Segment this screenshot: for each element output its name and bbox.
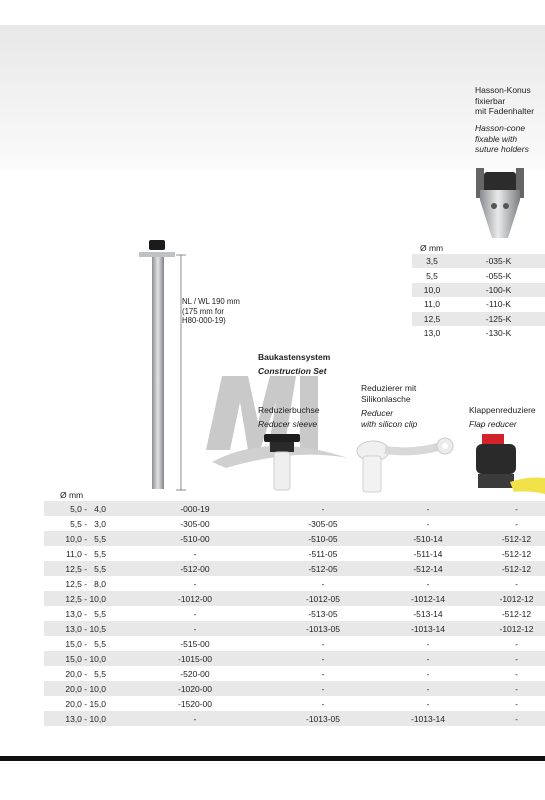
reducer-clip-code-cell: - (426, 518, 430, 529)
flap-reducer-code-cell: - (515, 638, 518, 649)
diameter-cell: 13,0 - 10,0 (44, 711, 112, 726)
diameter-cell: 20,0 - 5,5 (65, 668, 106, 679)
basic-code-cell: - (112, 621, 278, 636)
reducer-sleeve-code-cell: -305-05 (308, 518, 338, 529)
footer-bar (0, 756, 545, 761)
diameter-cell: 20,0 - 10,0 (44, 681, 112, 696)
reducer-clip-code-cell: - (368, 501, 488, 516)
reducer-clip-code-cell: -511-14 (413, 548, 443, 559)
table-row (44, 531, 545, 546)
reducer-sleeve-code-cell: - (321, 698, 325, 709)
reducer-sleeve-label-de: Reduzierbuchse (258, 405, 320, 415)
flap-reducer-code-cell: -512-12 (501, 608, 532, 619)
hasson-row (412, 254, 545, 268)
header-band (0, 0, 545, 170)
hasson-code: -055-K (485, 270, 512, 281)
table-row (44, 546, 545, 561)
length-note: NL / WL 190 mm (175 mm for H80-000-19) (182, 297, 240, 325)
reducer-sleeve-code-cell: - (278, 651, 368, 666)
reducer-clip-code-cell: -1013-14 (368, 621, 488, 636)
reducer-sleeve-code-cell: - (321, 578, 325, 589)
construction-title-de: Baukastensystem (258, 352, 331, 362)
hasson-diameter: 10,0 (412, 283, 452, 297)
hasson-row (412, 268, 545, 282)
flap-reducer-code-cell: - (488, 651, 545, 666)
basic-code-cell: -000-19 (112, 501, 278, 516)
hasson-code: -125-K (452, 312, 545, 326)
reducer-sleeve-code-cell: - (321, 638, 325, 649)
diameter-cell: 20,0 - 15,0 (65, 698, 106, 709)
reducer-clip-code-cell: -1012-14 (368, 591, 488, 606)
table-row (44, 591, 545, 606)
hasson-row (412, 283, 545, 297)
hasson-title-de: Hasson-Konus fixierbar mit Fadenhalter (475, 85, 535, 116)
hasson-diameter: 11,0 (424, 299, 440, 310)
reducer-sleeve-code-cell: -1012-05 (278, 591, 368, 606)
reducer-sleeve-code-cell: -512-05 (278, 561, 368, 576)
flap-reducer-code-cell: - (488, 681, 545, 696)
hasson-diameter: 12,5 (412, 312, 452, 326)
reducer-sleeve-code-cell: -510-05 (278, 531, 368, 546)
table-row (44, 516, 545, 531)
basic-code-cell: -1520-00 (177, 698, 213, 709)
diameter-cell: 5,0 - 4,0 (44, 501, 112, 516)
flap-reducer-code-cell: -1012-12 (488, 591, 545, 606)
reducer-sleeve-code-cell: - (321, 668, 325, 679)
basic-code-cell: -1020-00 (112, 681, 278, 696)
basic-code-cell: - (193, 548, 197, 559)
flap-reducer-label-de: Klappenreduziere (469, 405, 536, 415)
diameter-cell: 13,0 - 5,5 (65, 608, 106, 619)
diameter-cell: 5,5 - 3,0 (70, 518, 106, 529)
basic-code-cell: -512-00 (112, 561, 278, 576)
flap-reducer-code-cell: - (515, 518, 518, 529)
reducer-clip-label-en: Reducer with silicon clip (361, 408, 418, 429)
basic-code-cell: -510-00 (112, 531, 278, 546)
diameter-cell: 12,5 - 8,0 (65, 578, 106, 589)
main-diam-header: Ø mm (60, 490, 84, 500)
flap-reducer-code-cell: -512-12 (501, 548, 532, 559)
diameter-cell: 12,5 - 5,5 (44, 561, 112, 576)
reducer-clip-code-cell: - (368, 651, 488, 666)
reducer-clip-code-cell: - (426, 668, 430, 679)
basic-code-cell: -520-00 (180, 668, 210, 679)
hasson-code: -035-K (452, 254, 545, 268)
table-row (44, 561, 545, 576)
table-row (44, 606, 545, 621)
reducer-sleeve-code-cell: - (278, 501, 368, 516)
basic-code-cell: - (193, 608, 197, 619)
diameter-cell: 13,0 - 10,5 (44, 621, 112, 636)
reducer-clip-code-cell: -513-14 (413, 608, 443, 619)
flap-reducer-code-cell: -512-12 (488, 531, 545, 546)
basic-code-cell: - (112, 711, 278, 726)
trocar-instrument-image (135, 238, 195, 493)
hasson-code: -110-K (486, 299, 511, 310)
reducer-sleeve-code-cell: -511-05 (308, 548, 338, 559)
hasson-diameter: 5,5 (426, 270, 438, 281)
table-row (44, 666, 545, 681)
flap-reducer-image (472, 432, 545, 498)
reducer-clip-code-cell: - (426, 638, 430, 649)
hasson-cone-image (466, 160, 536, 245)
hasson-code: -130-K (485, 328, 512, 339)
diameter-cell: 10,0 - 5,5 (44, 531, 112, 546)
reducer-silicon-clip-image (355, 436, 460, 496)
reducer-sleeve-image (262, 432, 306, 494)
reducer-sleeve-code-cell: -1013-05 (278, 711, 368, 726)
flap-reducer-code-cell: -1012-12 (488, 621, 545, 636)
reducer-sleeve-code-cell: - (278, 681, 368, 696)
table-row (44, 501, 545, 516)
table-row (44, 621, 545, 636)
reducer-clip-code-cell: -510-14 (368, 531, 488, 546)
hasson-row (412, 297, 545, 311)
hasson-diam-header: Ø mm (420, 243, 444, 253)
reducer-clip-code-cell: -512-14 (368, 561, 488, 576)
reducer-clip-label-de: Reduzierer mit Silikonlasche (361, 383, 417, 404)
table-row (44, 696, 545, 711)
diameter-cell: 15,0 - 5,5 (65, 638, 106, 649)
reducer-sleeve-code-cell: -513-05 (308, 608, 338, 619)
flap-reducer-code-cell: -512-12 (488, 561, 545, 576)
hasson-row (412, 312, 545, 326)
basic-code-cell: -1015-00 (112, 651, 278, 666)
reducer-clip-code-cell: - (426, 578, 430, 589)
reducer-clip-code-cell: - (368, 681, 488, 696)
table-row (44, 711, 545, 726)
reducer-clip-code-cell: -1013-14 (368, 711, 488, 726)
hasson-diameter: 3,5 (412, 254, 452, 268)
diameter-cell: 12,5 - 10,0 (44, 591, 112, 606)
diameter-cell: 15,0 - 10,0 (44, 651, 112, 666)
table-row (44, 576, 545, 591)
table-row (44, 681, 545, 696)
basic-code-cell: -1012-00 (112, 591, 278, 606)
hasson-diameter: 13,0 (423, 328, 441, 339)
basic-code-cell: - (193, 578, 197, 589)
basic-code-cell: -515-00 (180, 638, 210, 649)
flap-reducer-code-cell: - (515, 698, 518, 709)
flap-reducer-code-cell: - (515, 578, 518, 589)
construction-title-en: Construction Set (258, 366, 327, 376)
flap-reducer-label-en: Flap reducer (469, 419, 517, 429)
table-row (44, 636, 545, 651)
basic-code-cell: -305-00 (180, 518, 210, 529)
flap-reducer-code-cell: - (488, 501, 545, 516)
hasson-table (412, 254, 545, 340)
hasson-title-en: Hasson-cone fixable with suture holders (475, 123, 529, 154)
diameter-cell: 11,0 - 5,5 (65, 548, 106, 559)
reducer-clip-code-cell: - (426, 698, 430, 709)
flap-reducer-code-cell: - (515, 668, 518, 679)
table-row (44, 651, 545, 666)
flap-reducer-code-cell: - (488, 711, 545, 726)
main-table (44, 501, 545, 726)
hasson-code: -100-K (452, 283, 545, 297)
hasson-row (412, 326, 545, 340)
reducer-sleeve-label-en: Reducer sleeve (258, 419, 318, 429)
reducer-sleeve-code-cell: -1013-05 (278, 621, 368, 636)
